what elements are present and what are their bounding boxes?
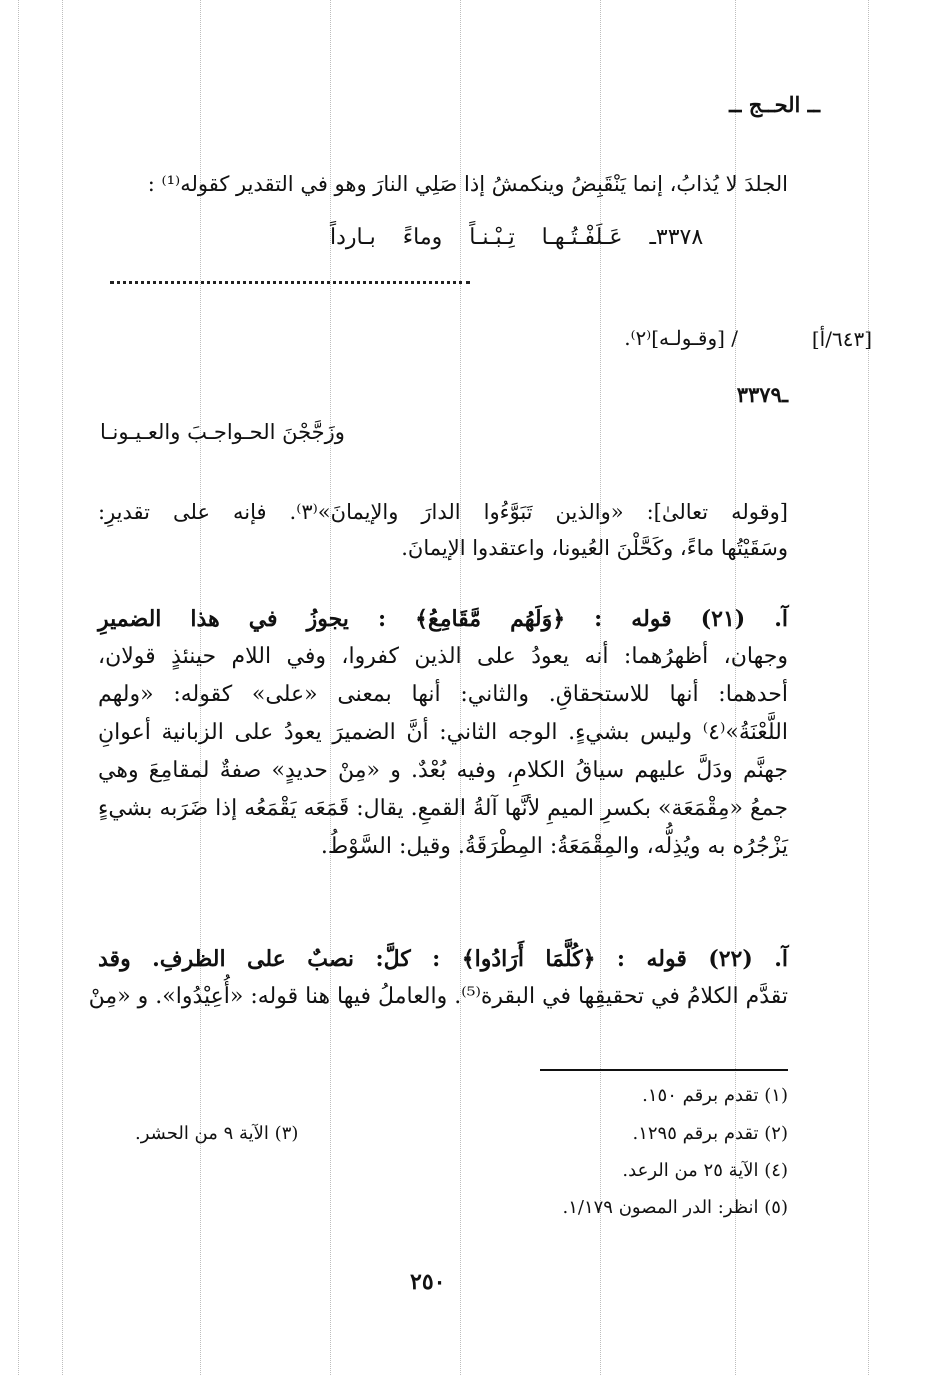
footnote: (٤) الآية ٢٥ من الرعد. — [622, 1160, 788, 1181]
footnote: (١) تقدم برقم ١٥٠. — [642, 1085, 788, 1106]
verse-3378: ٣٣٧٨ـ عَـلَفْـتُـهـا تِـبْـنـاً وماءً بـارداً — [330, 225, 704, 250]
text-line: جمعُ «مِقْمَعَة» بكسرِ الميمِ لأنَّها آلةُ القمعِ. يقال: قَمَعَه يَقْمَعُه إذا ضَرَبه بشيءٍ — [98, 796, 788, 821]
guide-line — [18, 0, 19, 1375]
footnote: (٣) الآية ٩ من الحشر. — [135, 1123, 299, 1144]
text-line: جهنَّم ودَلَّ عليهم سياقُ الكلامِ، وفيه بُعْدٌ. و «مِنْ حديدٍ» صفةٌ لمقامِعَ وهي — [98, 758, 788, 783]
guide-line — [62, 0, 63, 1375]
paragraph-c — [88, 940, 788, 1016]
running-header: ــ الحــج ــ — [729, 92, 820, 117]
page-reference: [٦٤٣/أ] — [811, 327, 872, 351]
paragraph-b — [98, 600, 788, 866]
wa-qawluh: / [وقـولـه]⁽٢⁾. — [624, 326, 738, 350]
guide-line — [868, 0, 869, 1375]
text-line: آ. (٢٢) قوله : ﴿كُلَّمَا أَرَادُوا﴾ : كلَّ: نصبٌ على الظرفِ. وقد — [98, 946, 788, 972]
text-line: تقدَّم الكلامُ في تحقيقِها في البقرة⁽⁵⁾. والعاملُ فيها هنا قوله: «أُعِيْدُوا». و «مِنْ — [88, 984, 788, 1009]
text-line-1 — [98, 166, 788, 202]
text-line: أحدهما: أنها للاستحقاقِ. والثاني: أنها بمعنى «على» كقوله: «ولهم — [98, 682, 788, 707]
page-number: ٢٥٠ — [410, 1269, 446, 1295]
paragraph-a — [98, 494, 788, 566]
verse-3379: وزَجَّجْنَ الحـواجـبَ والعـيـونـا — [100, 420, 345, 444]
text-line: يَزْجُرُه به ويُذِلُّه، والمِقْمَعَةُ: المِطْرَقَةُ. وقيل: السَّوْطُ. — [320, 834, 788, 859]
footnote: (٥) انظر: الدر المصون ١/١٧٩. — [562, 1197, 788, 1218]
text-line: وسَقَيْتُها ماءً، وكَحَّلْنَ العُيونا، واعتقدوا الإيمانَ. — [401, 536, 788, 560]
text-line: وجهان، أظهرُهما: أنه يعودُ على الذين كفروا، وفي اللام حينئذٍ قولان، — [98, 644, 788, 669]
text-line: [وقوله تعالىٰ]: «والذين تَبَوَّءُوا الدارَ والإيمانَ»⁽٣⁾. فإنه على تقديرِ: — [98, 500, 789, 524]
verse-number-3379: ـ٣٣٧٩ — [736, 382, 788, 407]
ellipsis-dots — [110, 281, 470, 284]
footnote: (٢) تقدم برقم ١٢٩٥. — [632, 1123, 788, 1144]
text-line: الجلدَ لا يُذابُ، إنما يَنْقَبِضُ وينكمشُ إذا صَلِي النارَ وهو في التقدير كقوله⁽¹⁾ : — [147, 172, 788, 196]
text-line: اللَّعْنَةُ»⁽٤⁾ وليس بشيءٍ. الوجه الثاني: أنَّ الضميرَ يعودُ على الزبانية أعوانِ — [98, 720, 788, 745]
text-line: آ. (٢١) قوله : ﴿وَلَهُم مَّقَامِعُ﴾ : يجوزُ في هذا الضميرِ — [98, 606, 788, 632]
footnote-rule — [540, 1069, 788, 1071]
